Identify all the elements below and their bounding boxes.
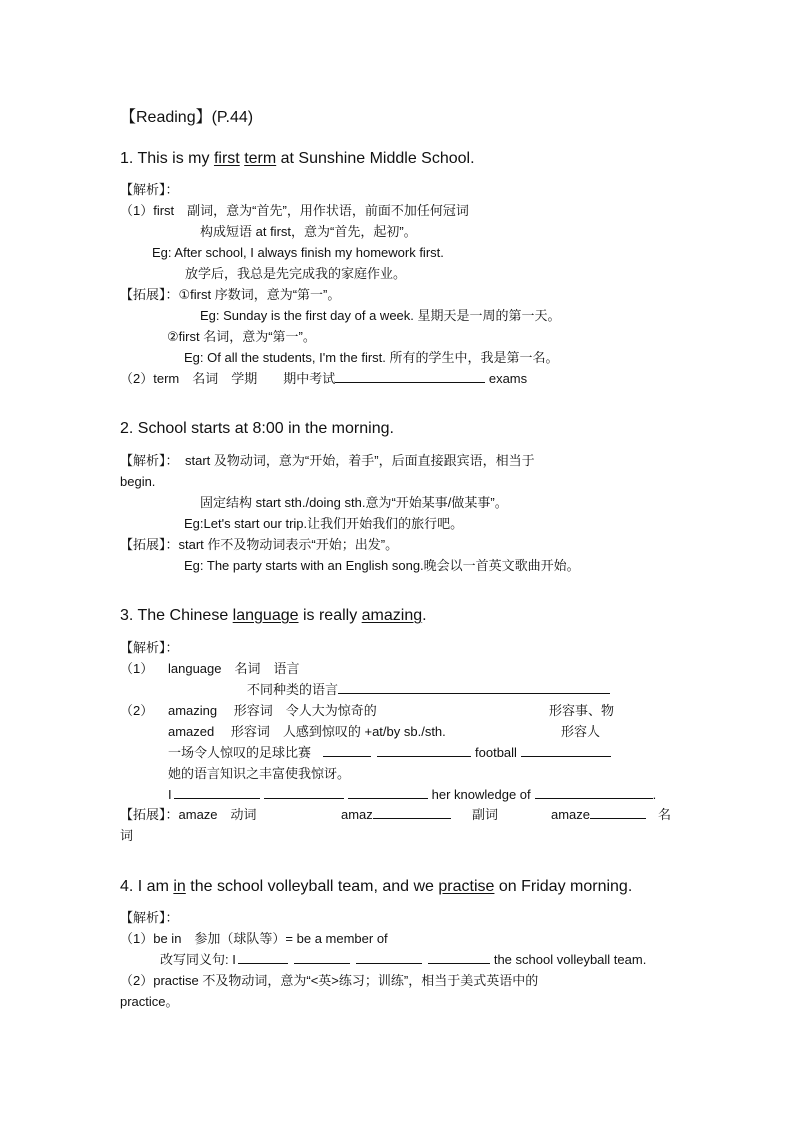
item-1-line: （1）first 副词，意为“首先”，用作状语，前面不加任何冠词	[120, 203, 469, 218]
answer-blank[interactable]	[335, 370, 485, 383]
answer-blank[interactable]	[535, 786, 653, 799]
item-4-title: 4. I am in the school volleyball team, and we practise on Friday morning.	[120, 878, 633, 895]
fill-in-line: amaze	[551, 806, 646, 824]
example-sentence: Eg:Let's start our trip.让我们开始我们的旅行吧。	[184, 516, 464, 531]
keyword-language: language	[232, 607, 299, 624]
analysis-label: 【解析】：	[120, 453, 173, 468]
item-2-title: 2. School starts at 8:00 in the morning.	[120, 420, 394, 437]
analysis-label: 【解析】：	[120, 910, 179, 925]
answer-blank[interactable]	[373, 806, 451, 819]
fill-in-line: 一场令人惊叹的足球比赛 football	[168, 744, 611, 762]
answer-blank[interactable]	[590, 806, 646, 819]
item-3-line: 名	[658, 807, 672, 822]
example-sentence: Eg: The party starts with an English song.晚会以一首英文歌曲开始。	[184, 558, 580, 573]
fill-in-line: amaz	[341, 806, 451, 824]
section-header: 【Reading】(P.44)	[120, 109, 254, 126]
item-3-number: （1）	[120, 661, 154, 676]
item-2-line: begin.	[120, 474, 156, 489]
item-4-line: （2）practise 不及物动词，意为“<英>练习；训练”，相当于美式英语中的	[120, 973, 539, 988]
example-sentence: Eg: Sunday is the first day of a week. 星期天是一周的第一天。	[200, 308, 561, 323]
keyword-term: term	[244, 150, 277, 167]
analysis-label: 【解析】：	[120, 182, 179, 197]
keyword-first: first	[213, 150, 240, 167]
item-3-line: 形容人	[561, 724, 601, 739]
example-sentence: Eg: After school, I always finish my homework first.	[152, 245, 444, 260]
keyword-amazing: amazing	[361, 607, 423, 624]
item-3-line: language 名词 语言	[168, 661, 300, 676]
extension-label: 【拓展】：	[120, 537, 179, 552]
answer-blank[interactable]	[323, 744, 371, 757]
item-2-line: 【解析】： start 及物动词，意为“开始，着手”，后面直接跟宾语，相当于	[120, 453, 535, 468]
extension-block: 【拓展】：amaze 动词	[120, 807, 257, 822]
fill-in-line: （2）term 名词 学期 期中考试 exams	[120, 371, 528, 386]
analysis-label: 【解析】：	[120, 640, 179, 655]
example-sentence: Eg: Of all the students, I'm the first. 所有的学生中，我是第一名。	[184, 350, 559, 365]
answer-blank[interactable]	[238, 951, 288, 964]
fill-in-line: 改写同义句: I the school volleyball team.	[160, 952, 647, 967]
answer-blank[interactable]	[377, 744, 471, 757]
item-3-line: 词	[120, 828, 134, 843]
item-1-title: 1. This is my first term at Sunshine Middle School.	[120, 150, 475, 167]
answer-blank[interactable]	[348, 786, 428, 799]
keyword-practise: practise	[438, 878, 495, 895]
answer-blank[interactable]	[294, 951, 350, 964]
item-3-line: amazed 形容词 人感到惊叹的 +at/by sb./sth.	[168, 724, 446, 739]
item-3-line: 形容事、物	[549, 703, 615, 718]
item-4-line: practice。	[120, 994, 179, 1009]
item-3-line: 她的语言知识之丰富使我惊讶。	[168, 766, 351, 781]
answer-blank[interactable]	[521, 744, 611, 757]
extension-label: 【拓展】：	[120, 287, 179, 302]
answer-blank[interactable]	[356, 951, 422, 964]
item-2-line: 固定结构 start sth./doing sth.意为“开始某事/做某事”。	[200, 495, 508, 510]
extension-block: 【拓展】：start 作不及物动词表示“开始；出发”。	[120, 537, 399, 552]
extension-label: 【拓展】：	[120, 807, 179, 822]
item-1-line: ②first 名词，意为“第一”。	[167, 329, 316, 344]
item-3-line: amazing 形容词 令人大为惊奇的	[168, 703, 377, 718]
item-4-line: （1）be in 参加（球队等）= be a member of	[120, 931, 388, 946]
example-translation: 放学后，我总是先完成我的家庭作业。	[185, 266, 407, 281]
extension-block: 【拓展】：①first 序数词，意为“第一”。	[120, 287, 341, 302]
answer-blank[interactable]	[174, 786, 260, 799]
fill-in-line: I her knowledge of .	[168, 787, 657, 802]
item-3-line: 副词	[472, 807, 499, 822]
item-1-line: 构成短语 at first，意为“首先，起初”。	[200, 224, 417, 239]
answer-blank[interactable]	[428, 951, 490, 964]
item-3-number: （2）	[120, 703, 154, 718]
fill-in-line: 不同种类的语言	[247, 681, 610, 699]
answer-blank[interactable]	[338, 681, 610, 694]
answer-blank[interactable]	[264, 786, 344, 799]
keyword-in: in	[173, 878, 186, 895]
item-3-title: 3. The Chinese language is really amazing.	[120, 607, 427, 624]
